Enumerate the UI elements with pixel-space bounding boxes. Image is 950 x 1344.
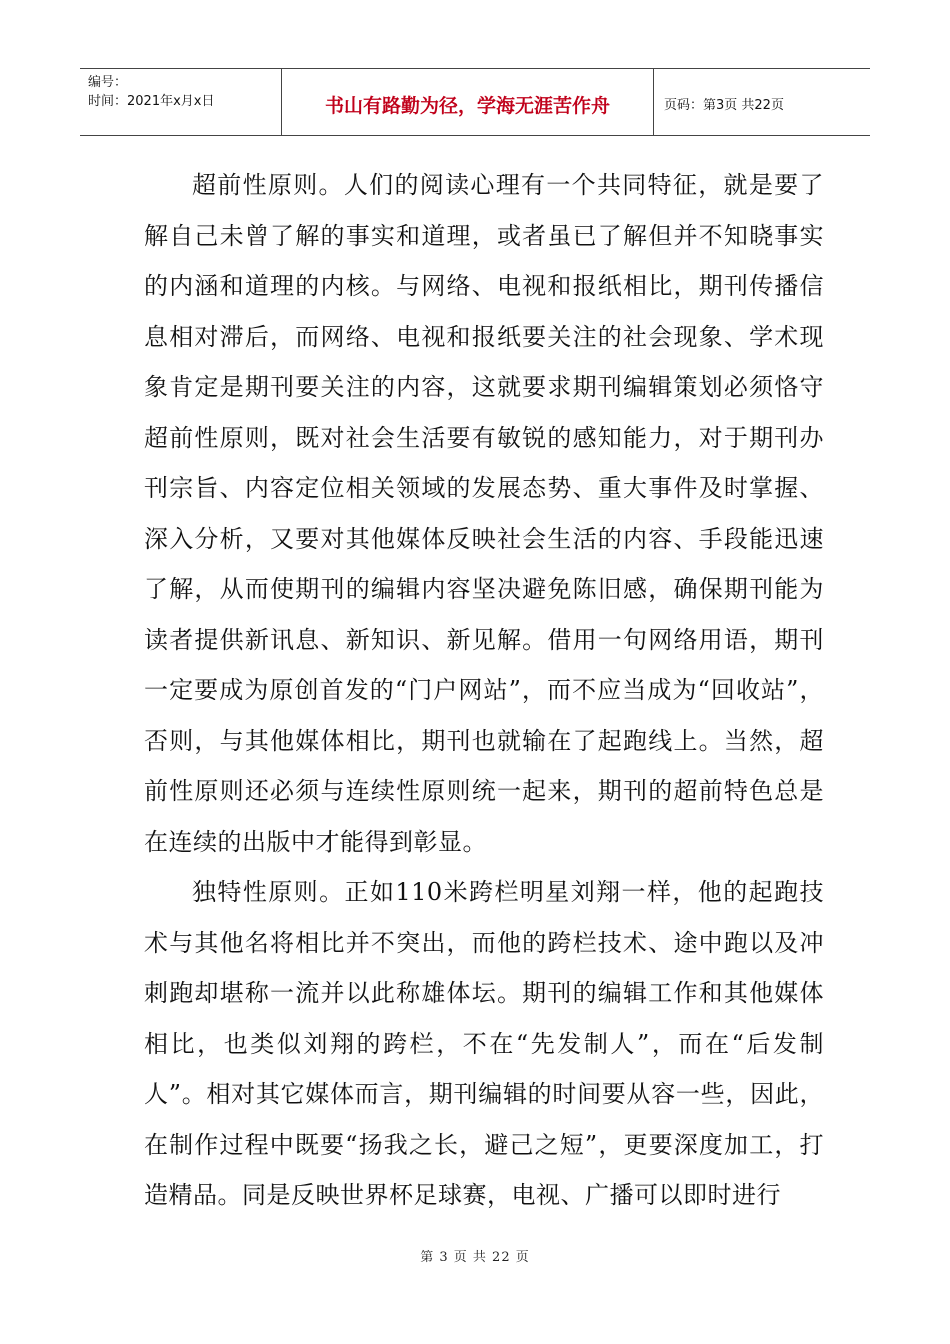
header-page-info: 页码：第3页 共22页: [664, 97, 784, 113]
document-date: 时间：2021年x月x日: [88, 94, 215, 109]
page-footer: 第 3 页 共 22 页: [420, 1250, 530, 1265]
header-meta: [80, 69, 282, 135]
paragraph-uniqueness-principle: 独特性原则。正如110米跨栏明星刘翔一样，他的起跑技术与其他名将相比并不突出，而他的跨栏技术、途中跑以及冲刺跑却堪称一流并以此称雄体坛。期刊的编辑工作和其他媒体相比，也类似刘翔的跨栏，不在“先发制人”，而在“后发制人”。相对其它媒体而言，期刊编辑的时间要从容一些，因此，在制作过程中既要“扬我之长，避己之短”，更要深度加工，打造精品。同是反映世界杯足球赛，电视、广播可以即时进行: [144, 878, 824, 1209]
document-body: [144, 160, 824, 1221]
document-number-label: 编号：: [88, 75, 128, 90]
paragraph-advance-principle: 超前性原则。人们的阅读心理有一个共同特征，就是要了解自己未曾了解的事实和道理，或者虽已了解但并不知晓事实的内涵和道理的内核。与网络、电视和报纸相比，期刊传播信息相对滞后，而网络、电视和报纸要关注的社会现象、学术现象肯定是期刊要关注的内容，这就要求期刊编辑策划必须恪守超前性原则，既对社会生活要有敏锐的感知能力，对于期刊办刊宗旨、内容定位相关领域的发展态势、重大事件及时掌握、深入分析，又要对其他媒体反映社会生活的内容、手段能迅速了解，从而使期刊的编辑内容坚决避免陈旧感，确保期刊能为读者提供新讯息、新知识、新见解。借用一句网络用语，期刊一定要成为原创首发的“门户网站”，而不应当成为“回收站”，否则，与其他媒体相比，期刊也就输在了起跑线上。当然，超前性原则还必须与连续性原则统一起来，期刊的超前特色总是在连续的出版中才能得到彰显。: [144, 171, 824, 856]
document-header: [80, 68, 870, 136]
header-motto: 书山有路勤为径，学海无涯苦作舟: [282, 69, 654, 135]
